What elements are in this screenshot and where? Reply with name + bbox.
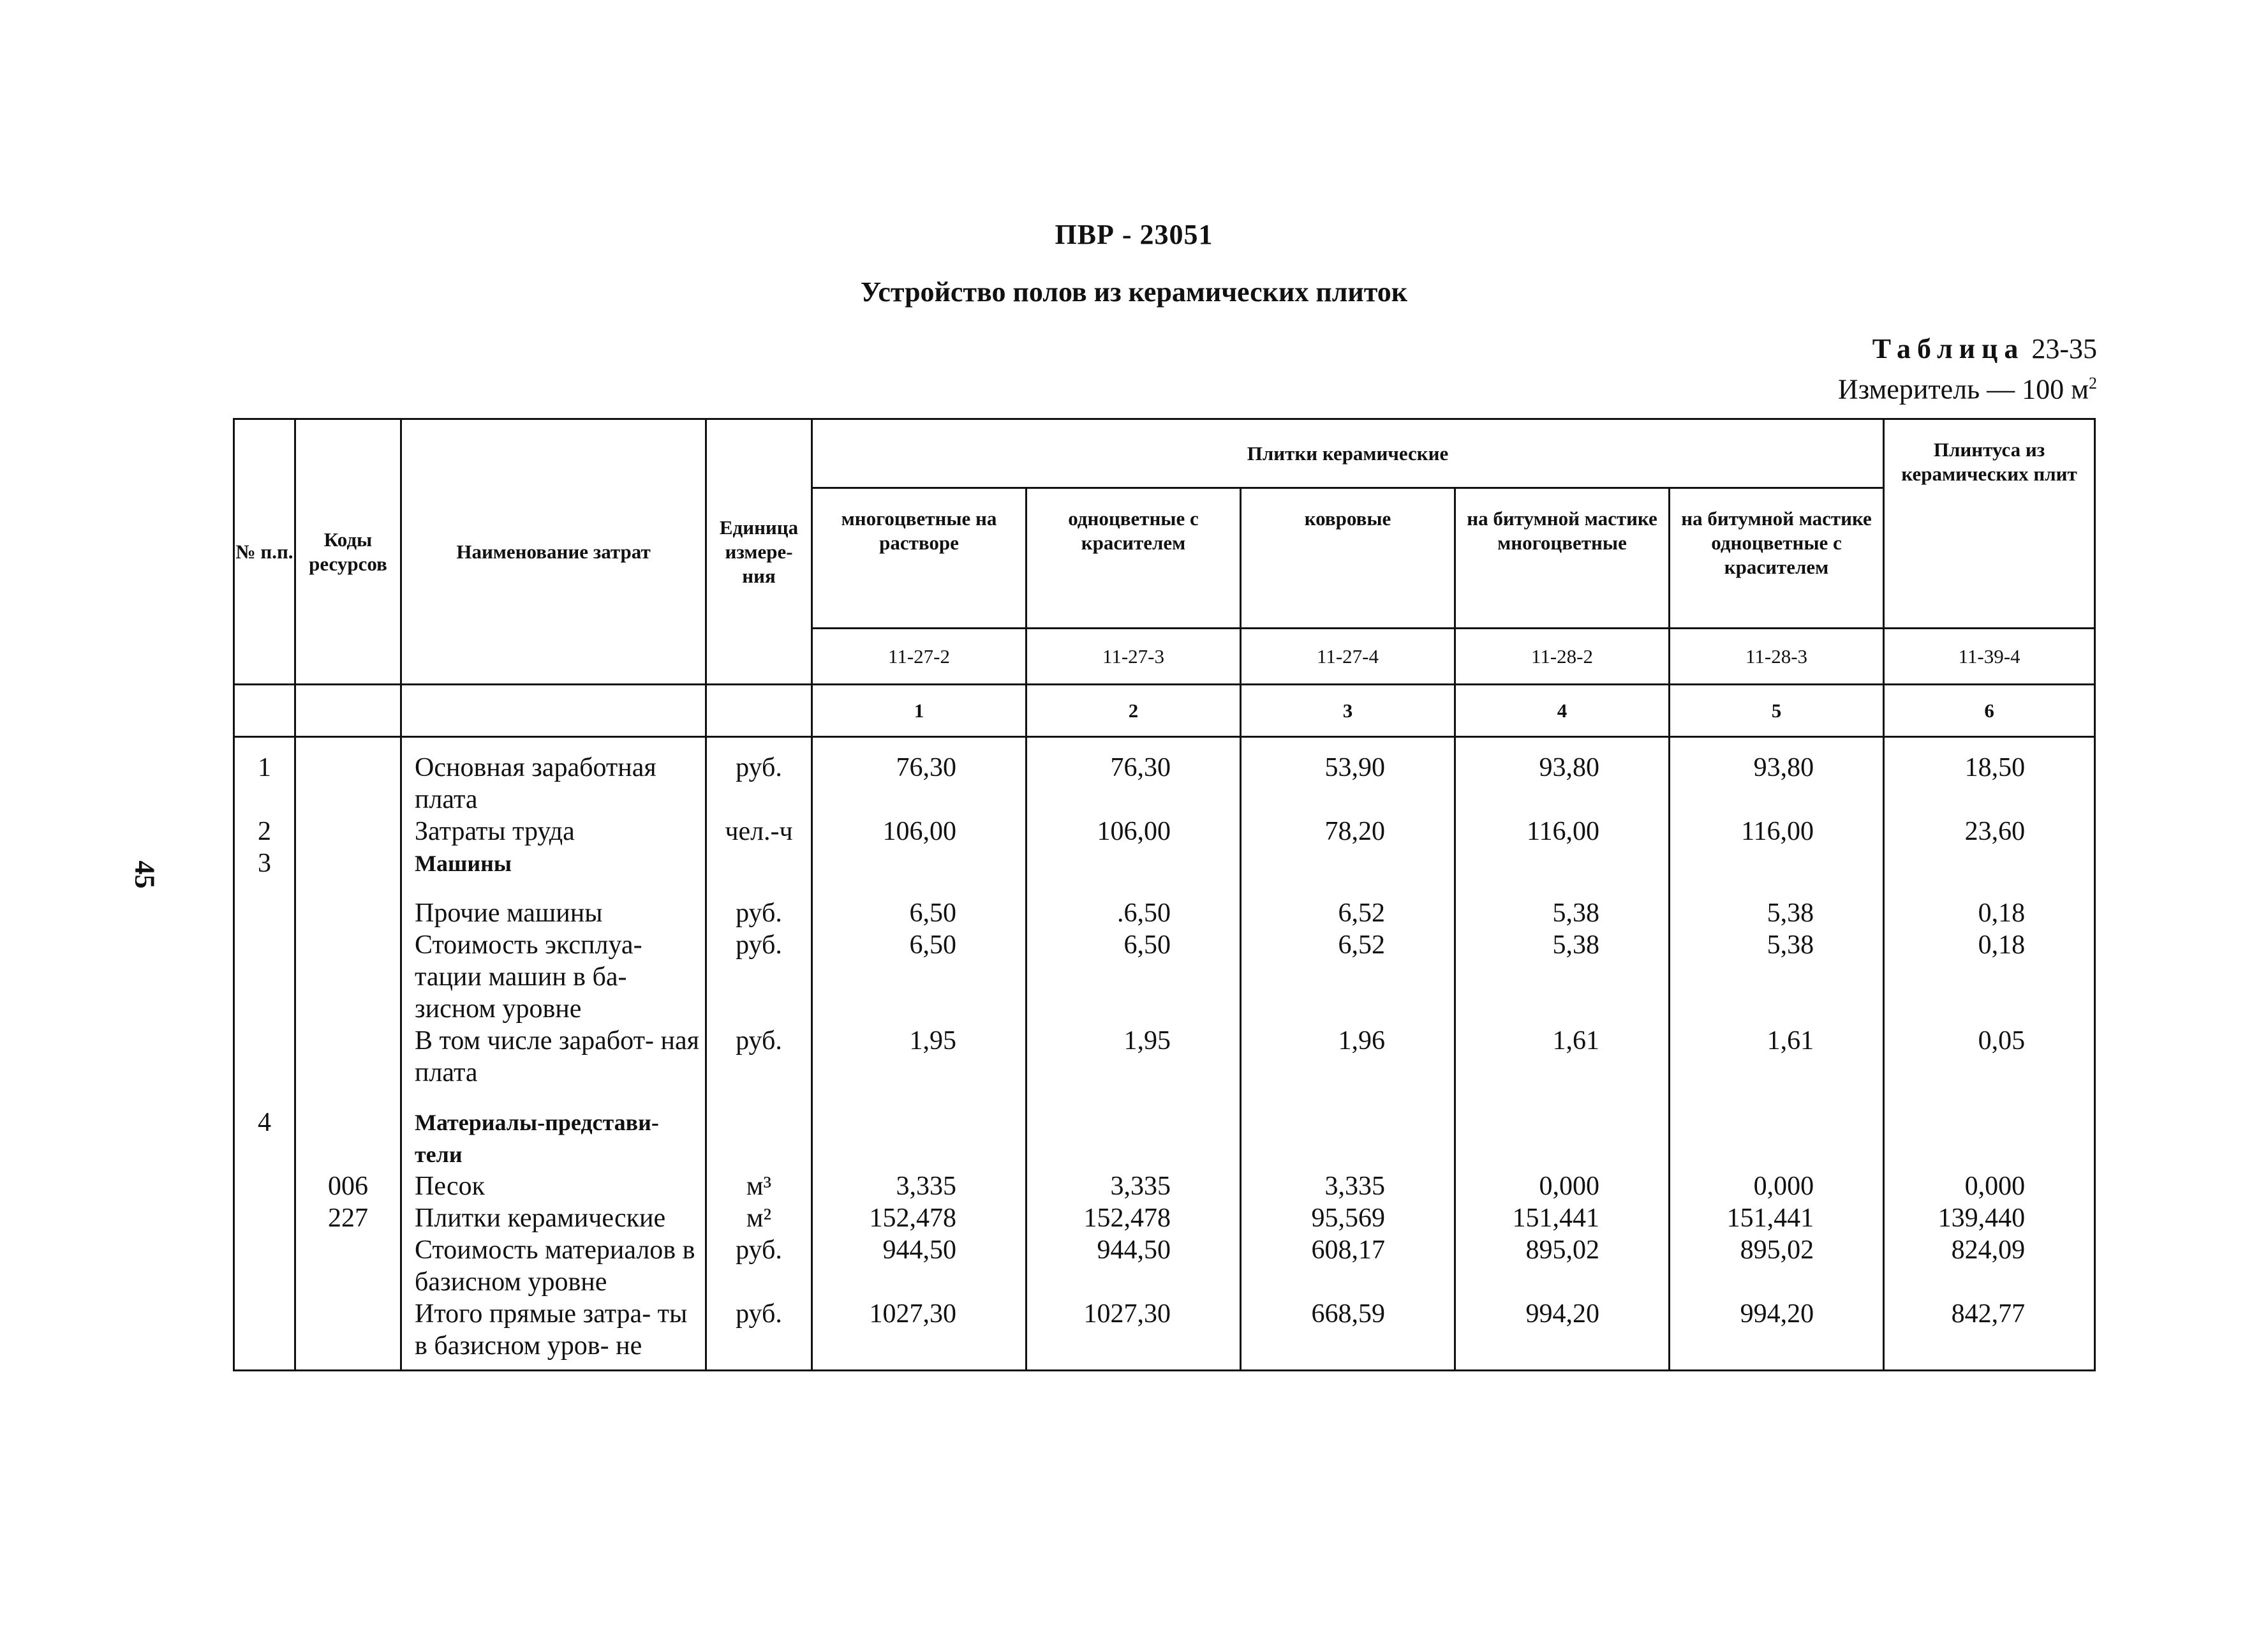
unit-of-measure: руб.	[706, 1025, 812, 1089]
value-col-3	[1241, 847, 1455, 879]
resource-code	[295, 1025, 401, 1089]
document-code: ПВР - 23051	[1055, 219, 1213, 250]
unit-of-measure: руб.	[706, 1234, 812, 1298]
unit-of-measure: руб.	[706, 929, 812, 1025]
measure-line	[1838, 366, 2097, 407]
value-col-6: 0,000	[1884, 1170, 2095, 1202]
value-col-3: 6,52	[1241, 929, 1455, 1025]
header-sub-5: на битумной мастике одноцветные с красителем	[1670, 488, 1884, 629]
value-col-2: 1,95	[1027, 1025, 1241, 1089]
row-number	[234, 1202, 295, 1234]
header-group-tiles: Плитки керамические	[812, 419, 1884, 488]
col-number-3: 3	[1241, 685, 1455, 737]
row-spacer	[234, 1089, 2095, 1107]
value-col-5: 116,00	[1670, 816, 1884, 847]
row-number	[234, 1298, 295, 1371]
unit-of-measure: м²	[706, 1202, 812, 1234]
value-col-2: 6,50	[1027, 929, 1241, 1025]
value-col-3	[1241, 1107, 1455, 1170]
value-col-3: 53,90	[1241, 737, 1455, 816]
value-col-5: 5,38	[1670, 897, 1884, 929]
value-col-1: 6,50	[812, 929, 1027, 1025]
unit-of-measure	[706, 1107, 812, 1170]
unit-of-measure: руб.	[706, 737, 812, 816]
header-sub-3: ковровые	[1241, 488, 1455, 629]
col-number-6: 6	[1884, 685, 2095, 737]
value-col-6	[1884, 847, 2095, 879]
value-col-3: 78,20	[1241, 816, 1455, 847]
col-number-5: 5	[1670, 685, 1884, 737]
header-unit: Единица измере- ния	[706, 419, 812, 685]
cost-name: Прочие машины	[401, 897, 706, 929]
value-col-4: 5,38	[1455, 929, 1670, 1025]
value-col-2: .6,50	[1027, 897, 1241, 929]
value-col-1: 944,50	[812, 1234, 1027, 1298]
value-col-6: 0,18	[1884, 929, 2095, 1025]
resource-code	[295, 1107, 401, 1170]
value-col-1: 1027,30	[812, 1298, 1027, 1371]
resource-code: 006	[295, 1170, 401, 1202]
measure-text: Измеритель — 100 м	[1837, 373, 2089, 405]
table-header	[234, 419, 2095, 737]
value-col-5: 5,38	[1670, 929, 1884, 1025]
norm-code-5: 11-28-3	[1670, 629, 1884, 685]
row-number	[234, 1025, 295, 1089]
row-number	[234, 1234, 295, 1298]
table-number: 23-35	[2031, 333, 2097, 364]
cost-name: Итого прямые затра- ты в базисном уров- не	[401, 1298, 706, 1371]
value-col-4	[1455, 1107, 1670, 1170]
row-number	[234, 1170, 295, 1202]
value-col-1: 76,30	[812, 737, 1027, 816]
table-row	[234, 1107, 2095, 1170]
value-col-6: 842,77	[1884, 1298, 2095, 1371]
resource-code	[295, 1234, 401, 1298]
table-label	[1838, 332, 2097, 407]
value-col-2	[1027, 1107, 1241, 1170]
header-sub-2: одноцветные с красителем	[1027, 488, 1241, 629]
table-row	[234, 737, 2095, 816]
value-col-2: 1027,30	[1027, 1298, 1241, 1371]
unit-of-measure: чел.-ч	[706, 816, 812, 847]
cost-name: В том числе заработ- ная плата	[401, 1025, 706, 1089]
value-col-3: 668,59	[1241, 1298, 1455, 1371]
value-col-6: 139,440	[1884, 1202, 2095, 1234]
table-row	[234, 1202, 2095, 1234]
resource-code	[295, 816, 401, 847]
value-col-4: 994,20	[1455, 1298, 1670, 1371]
header-sub-1: многоцветные на растворе	[812, 488, 1027, 629]
value-col-4: 5,38	[1455, 897, 1670, 929]
value-col-3: 1,96	[1241, 1025, 1455, 1089]
page-number: 45	[129, 860, 161, 889]
norm-code-2: 11-27-3	[1027, 629, 1241, 685]
table-row	[234, 1025, 2095, 1089]
value-col-4: 151,441	[1455, 1202, 1670, 1234]
row-number	[234, 897, 295, 929]
cost-name: Основная заработная плата	[401, 737, 706, 816]
value-col-1: 1,95	[812, 1025, 1027, 1089]
row-number: 2	[234, 816, 295, 847]
norm-code-1: 11-27-2	[812, 629, 1027, 685]
col-number-2: 2	[1027, 685, 1241, 737]
table-row	[234, 1170, 2095, 1202]
col-number-1: 1	[812, 685, 1027, 737]
table-row	[234, 929, 2095, 1025]
value-col-3: 95,569	[1241, 1202, 1455, 1234]
value-col-4: 895,02	[1455, 1234, 1670, 1298]
value-col-4	[1455, 847, 1670, 879]
resource-code	[295, 737, 401, 816]
header-name: Наименование затрат	[401, 419, 706, 685]
cost-name: Плитки керамические	[401, 1202, 706, 1234]
value-col-1: 106,00	[812, 816, 1027, 847]
col-number-4: 4	[1455, 685, 1670, 737]
resource-code	[295, 847, 401, 879]
value-col-3: 3,335	[1241, 1170, 1455, 1202]
resource-code: 227	[295, 1202, 401, 1234]
row-number: 1	[234, 737, 295, 816]
value-col-6	[1884, 1107, 2095, 1170]
header-codes: Коды ресурсов	[295, 419, 401, 685]
document-title: Устройство полов из керамических плиток	[860, 276, 1408, 308]
value-col-2: 106,00	[1027, 816, 1241, 847]
row-number: 4	[234, 1107, 295, 1170]
value-col-2: 152,478	[1027, 1202, 1241, 1234]
value-col-5: 93,80	[1670, 737, 1884, 816]
cost-name: Машины	[401, 847, 706, 879]
table-row	[234, 897, 2095, 929]
unit-of-measure	[706, 847, 812, 879]
header-sub-4: на битумной мастике многоцветные	[1455, 488, 1670, 629]
value-col-2	[1027, 847, 1241, 879]
value-col-4: 116,00	[1455, 816, 1670, 847]
value-col-2: 3,335	[1027, 1170, 1241, 1202]
cost-name: Стоимость материалов в базисном уровне	[401, 1234, 706, 1298]
value-col-3: 608,17	[1241, 1234, 1455, 1298]
row-spacer	[234, 879, 2095, 897]
cost-name: Песок	[401, 1170, 706, 1202]
value-col-4: 0,000	[1455, 1170, 1670, 1202]
resource-code	[295, 1298, 401, 1371]
norm-code-3: 11-27-4	[1241, 629, 1455, 685]
value-col-6: 18,50	[1884, 737, 2095, 816]
norm-code-6: 11-39-4	[1884, 629, 2095, 685]
value-col-6: 0,05	[1884, 1025, 2095, 1089]
value-col-2: 944,50	[1027, 1234, 1241, 1298]
cost-name: Материалы-представи- тели	[401, 1107, 706, 1170]
value-col-5: 1,61	[1670, 1025, 1884, 1089]
header-no: № п.п.	[234, 419, 295, 685]
value-col-6: 824,09	[1884, 1234, 2095, 1298]
table-word: Таблица	[1872, 333, 2025, 364]
value-col-1	[812, 1107, 1027, 1170]
table-row	[234, 1234, 2095, 1298]
value-col-1: 152,478	[812, 1202, 1027, 1234]
value-col-5	[1670, 1107, 1884, 1170]
value-col-5	[1670, 847, 1884, 879]
table-number-line	[1838, 332, 2097, 366]
table-row	[234, 847, 2095, 879]
unit-of-measure: руб.	[706, 897, 812, 929]
unit-of-measure: руб.	[706, 1298, 812, 1371]
value-col-1: 3,335	[812, 1170, 1027, 1202]
value-col-3: 6,52	[1241, 897, 1455, 929]
value-col-5: 994,20	[1670, 1298, 1884, 1371]
row-number	[234, 929, 295, 1025]
resource-table	[233, 418, 2096, 1371]
value-col-6: 0,18	[1884, 897, 2095, 929]
value-col-1	[812, 847, 1027, 879]
value-col-5: 151,441	[1670, 1202, 1884, 1234]
table-row	[234, 816, 2095, 847]
value-col-2: 76,30	[1027, 737, 1241, 816]
cost-name: Затраты труда	[401, 816, 706, 847]
cost-name: Стоимость эксплуа- тации машин в ба- зисном уровне	[401, 929, 706, 1025]
header-plinths: Плинтуса из керамических плит	[1884, 419, 2095, 629]
row-number: 3	[234, 847, 295, 879]
norm-code-4: 11-28-2	[1455, 629, 1670, 685]
value-col-5: 0,000	[1670, 1170, 1884, 1202]
value-col-4: 93,80	[1455, 737, 1670, 816]
value-col-6: 23,60	[1884, 816, 2095, 847]
resource-code	[295, 897, 401, 929]
table-row	[234, 1298, 2095, 1371]
measure-sup: 2	[2089, 374, 2097, 392]
value-col-1: 6,50	[812, 897, 1027, 929]
table-body	[234, 737, 2095, 1371]
unit-of-measure: м³	[706, 1170, 812, 1202]
value-col-5: 895,02	[1670, 1234, 1884, 1298]
value-col-4: 1,61	[1455, 1025, 1670, 1089]
resource-code	[295, 929, 401, 1025]
